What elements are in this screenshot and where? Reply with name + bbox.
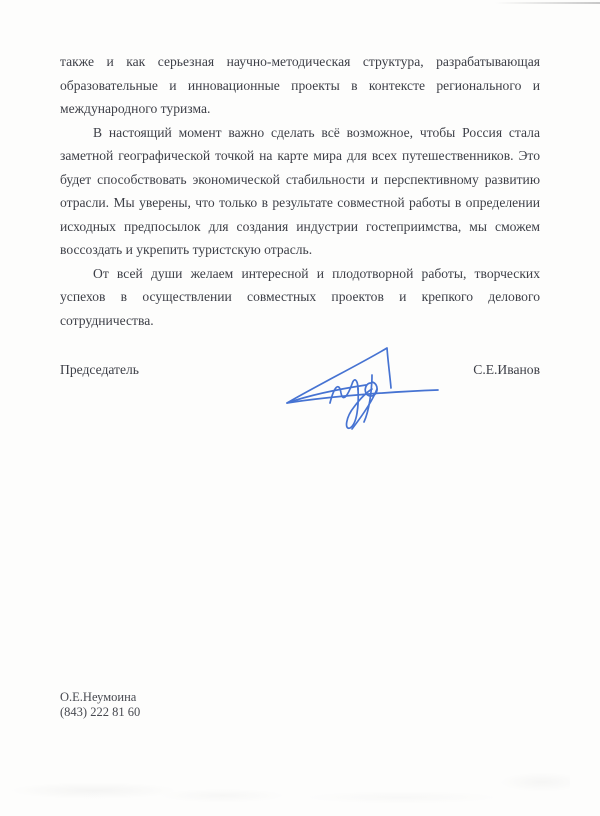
paragraph bbox=[60, 262, 540, 333]
contact-name: О.Е.Неумоина bbox=[60, 690, 137, 704]
body-line: образовательные и инновационные проекты в контексте регионального и bbox=[60, 77, 540, 93]
body-line: отрасли. Мы уверены, что только в результате совместной работы в определении bbox=[60, 195, 540, 210]
signer-name: С.Е.Иванов bbox=[473, 362, 540, 377]
body-line: успехов в осуществлении совместных проектов и крепкого делового bbox=[60, 289, 540, 304]
letter-body bbox=[60, 50, 540, 332]
body-line: будет способствовать экономической стабильности и перспективному развитию bbox=[60, 171, 540, 187]
paragraph bbox=[60, 50, 540, 121]
body-line: заметной географической точкой на карте мира для всех путешественников. Это bbox=[60, 148, 540, 163]
body-line: В настоящий момент важно сделать всё возможное, чтобы Россия стала bbox=[93, 124, 540, 140]
contact-block bbox=[60, 690, 140, 719]
body-line: воссоздать и укрепить туристскую отрасль. bbox=[60, 242, 313, 257]
body-line: сотрудничества. bbox=[60, 312, 154, 328]
scan-artifact-line bbox=[495, 2, 600, 4]
body-line: исходных предпосылок для создания индустрии гостеприимства, мы сможем bbox=[60, 218, 540, 234]
paragraph bbox=[60, 121, 540, 262]
body-line: также и как серьезная научно-методическая структура, разрабатывающая bbox=[60, 54, 540, 69]
signer-title: Председатель bbox=[60, 362, 139, 377]
contact-phone: (843) 222 81 60 bbox=[60, 704, 141, 719]
body-line: От всей души желаем интересной и плодотворной работы, творческих bbox=[93, 265, 540, 281]
scan-noise-texture bbox=[10, 772, 570, 806]
handwritten-signature bbox=[268, 336, 452, 440]
body-line: международного туризма. bbox=[60, 101, 211, 116]
